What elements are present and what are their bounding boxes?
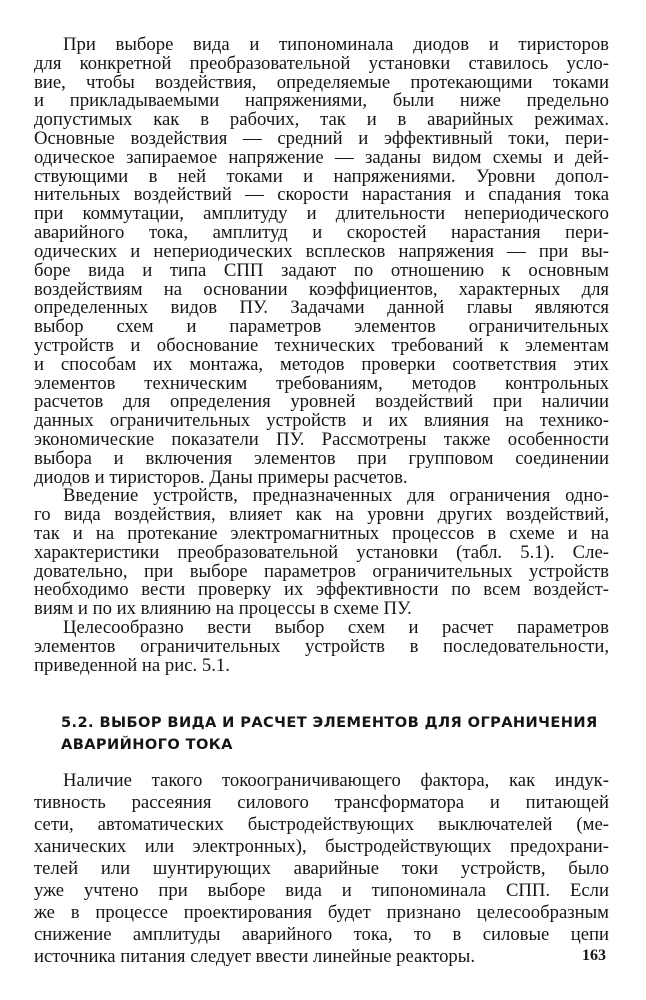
text-line: При выборе вида и типономинала диодов и тиристоров <box>63 34 609 55</box>
text-line: так и на протекание электромагнитных процессов в схеме и на <box>34 523 609 545</box>
text-line: уже учтено при выборе вида и типономинала СПП. Если <box>34 880 609 901</box>
text-line: определенных видов ПУ. Задачами данной главы являются <box>34 297 609 319</box>
text-line: характеристики преобразовательной установки (табл. 5.1). Сле- <box>34 541 609 563</box>
text-line: одическое запираемое напряжение — заданы видом схемы и дей- <box>34 146 609 168</box>
text-line: устройств и обоснование технических требований к элементам <box>34 334 609 356</box>
text-line: диодов и тиристоров. Даны примеры расчетов. <box>34 466 408 488</box>
text-line: Введение устройств, предназначенных для ограничения одно- <box>63 485 609 507</box>
text-line: при коммутации, амплитуду и длительности непериодического <box>34 203 609 225</box>
text-line: расчетов для определения уровней воздействий при наличии <box>34 391 609 413</box>
text-line: источника питания следует ввести линейные реакторы. <box>34 946 476 967</box>
heading-line: 5.2. ВЫБОР ВИДА И РАСЧЕТ ЭЛЕМЕНТОВ ДЛЯ ОГРАНИЧЕНИЯ <box>61 714 598 731</box>
text-line: Наличие такого токоограничивающего фактора, как индук- <box>63 770 609 791</box>
text-line: Основные воздействия — средний и эффективный токи, пери- <box>34 128 609 150</box>
text-line: выбор схем и параметров элементов ограничительных <box>34 316 609 338</box>
text-line: допустимых как в рабочих, так и в аварийных режимах. <box>34 109 609 131</box>
text-line: экономические показатели ПУ. Рассмотрены также особенности <box>34 429 609 450</box>
text-line: и прикладываемыми напряжениями, были ниже предельно <box>34 90 609 112</box>
text-line: приведенной на рис. 5.1. <box>34 654 230 676</box>
text-line: сети, автоматических быстродействующих выключателей (ме- <box>34 814 609 835</box>
heading-line: АВАРИЙНОГО ТОКА <box>61 736 233 753</box>
text-line: Целесообразно вести выбор схем и расчет параметров <box>63 617 609 639</box>
text-line: элементов техническим требованиям, методов контрольных <box>34 372 609 394</box>
text-line: элементов ограничительных устройств в последовательности, <box>34 635 609 657</box>
text-line: тивность рассеяния силового трансформатора и питающей <box>34 792 609 813</box>
text-line: выбора и включения элементов при групповом соединении <box>34 447 609 469</box>
text-line: данных ограничительных устройств и их влияния на технико- <box>34 410 609 432</box>
text-line: ствующими в ней токами и напряжениями. Уровни допол- <box>34 165 609 187</box>
text-line: для конкретной преобразовательной установки ставилось усло- <box>34 52 609 74</box>
text-line: боре вида и типа СПП задают по отношению к основным <box>34 259 609 281</box>
text-line: одических и непериодических всплесков напряжения — при вы- <box>34 240 609 262</box>
text-line: необходимо вести проверку их эффективности по всем воздейст- <box>34 579 609 601</box>
text-line: аварийного тока, амплитуд и скоростей нарастания пери- <box>34 222 609 244</box>
text-line: виям и по их влиянию на процессы в схеме ПУ. <box>34 598 412 620</box>
text-line: вие, чтобы воздействия, определяемые протекающими токами <box>34 71 609 93</box>
text-line: снижение амплитуды аварийного тока, то в силовые цепи <box>34 924 609 945</box>
text-line: воздействиям на основании коэффициентов, характерных для <box>34 278 609 300</box>
text-line: довательно, при выборе параметров ограничительных устройств <box>34 560 609 582</box>
text-line: и способам их монтажа, методов проверки соответствия этих <box>34 353 609 375</box>
page-number: 163 <box>582 947 606 964</box>
text-line: же в процессе проектирования будет признано целесообразным <box>34 902 609 923</box>
text-line: нительных воздействий — скорости нарастания и спадания тока <box>34 184 609 206</box>
text-line: ханических или электронных), быстродействующих предохрани- <box>34 836 609 857</box>
text-line: телей или шунтирующих аварийные токи устройств, было <box>34 858 609 879</box>
text-line: го вида воздействия, влияет как на уровни других воздействий, <box>34 504 609 526</box>
